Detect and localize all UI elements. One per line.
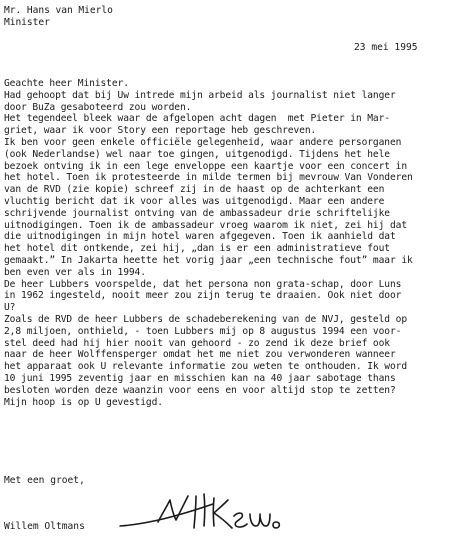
body-line: bezoek ontving ik in een lege enveloppe een kaartje voor een concert in [4,160,407,172]
signer-name: Willem Oltmans [4,521,85,532]
body-line: besloten worden deze waanzin voor eens en voor altijd stop te zetten? [4,384,396,396]
recipient-title: Minister [4,17,50,28]
body-line: Ik ben voor geen enkele officiële gelegenheid, waar andere persorganen [4,136,402,148]
body-line: Mijn hoop is op U gevestigd. [4,396,163,408]
body-line: stel deed had hij hier nooit van gehoord - zo zend ik deze brief ook [4,337,390,349]
closing-phrase: Met een groet, [4,475,85,486]
body-line: De heer Lubbers voorspelde, dat het persona non grata-schap, door Luns [4,278,402,290]
body-line: U? [4,302,16,314]
body-line: Had gehoopt dat bij Uw intrede mijn arbeid als journalist niet langer [4,89,396,101]
body-line: het hotel. Toen ik protesteerde in milde termen bij mevrouw Van Vonderen [4,172,413,184]
body-line: griet, waar ik voor Story een reportage heb geschreven. [4,125,317,137]
body-line: in 1962 ingesteld, nooit meer zou zijn terug te draaien. Ook niet door [4,290,402,302]
body-line: die uitnodigingen in mijn hotel waren afgegeven. Toen ik aanhield dat [4,231,396,243]
body-line: naar de heer Wolffensperger omdat het me niet zou verwonderen wanneer [4,349,396,361]
body-line: van de RVD (zie kopie) schreef zij in de haast op de achterkant een [4,184,385,196]
salutation: Geachte heer Minister. [4,78,129,89]
body-line: Zoals de RVD de heer Lubbers de schadeberekening van de NVJ, gesteld op [4,313,407,325]
body-line: schrijvende journalist ontving van de ambassadeur drie schriftelijke [4,207,390,219]
recipient-name: Mr. Hans van Mierlo [4,5,113,16]
letter-body [4,78,468,408]
body-line: 2,8 miljoen, onthield, - toen Lubbers mij op 8 augustus 1994 een voor- [4,325,402,337]
body-line: 10 juni 1995 zeventig jaar en misschien kan na 40 jaar sabotage thans [4,372,396,384]
body-line: het apparaat ook U relevante informatie zou weten te onthouden. Ik word [4,361,407,373]
body-line: het hotel dit ontkende, zei hij, „dan is er een administratieve fout [4,243,390,255]
body-line: Het tegendeel bleek waar de afgelopen acht dagen met Pieter in Mar- [4,113,390,125]
body-line: gemaakt.” In Jakarta heette het vorig jaar „een technische fout” maar ik [4,254,413,266]
body-line: uitnodigingen. Toen ik de ambassadeur vroeg waarom ik niet, zei hij dat [4,219,407,231]
handwritten-signature [118,486,288,536]
body-line: ben even ver als in 1994. [4,266,146,278]
letter-date: 23 mei 1995 [354,42,418,53]
body-line: door BuZa gesaboteerd zou worden. [4,101,192,113]
body-line: vluchtig bericht dat ik voor alles was uitgenodigd. Maar een andere [4,195,385,207]
body-line: (ook Nederlandse) wel naar toe gingen, uitgenodigd. Tijdens het hele [4,148,390,160]
